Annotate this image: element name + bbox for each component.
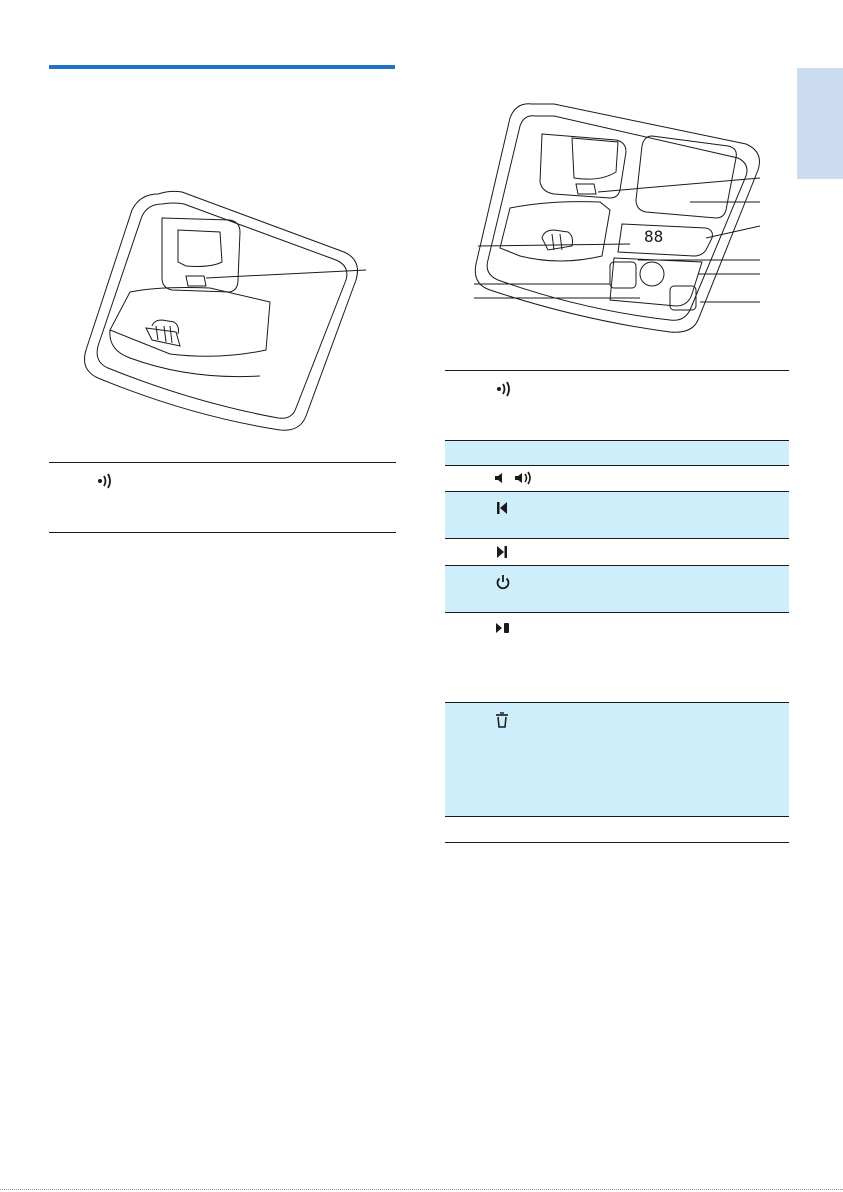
base-station-illustration	[470, 98, 770, 348]
base-row-power	[445, 566, 789, 612]
row-sep	[445, 565, 789, 566]
base-table-bottom-rule	[445, 842, 789, 843]
charger-illustration	[70, 180, 370, 440]
row-sep	[445, 702, 789, 703]
row-sep	[445, 491, 789, 492]
row-sep	[445, 465, 789, 466]
language-tab	[797, 68, 843, 179]
skip-forward-icon	[495, 544, 513, 560]
row-sep	[445, 816, 789, 817]
charger-table-bottom-rule	[49, 532, 396, 533]
base-row-skip-forward	[445, 539, 789, 565]
base-row-delete	[445, 703, 789, 816]
base-row-play-stop	[445, 613, 789, 702]
row-sep	[445, 612, 789, 613]
section-title-rule	[49, 65, 395, 69]
base-row-paging	[445, 371, 789, 440]
row-sep	[445, 538, 789, 539]
play-stop-icon	[495, 621, 513, 637]
paging-icon	[495, 381, 513, 397]
page-bottom-edge	[0, 1189, 843, 1190]
base-row-display	[445, 440, 789, 465]
power-icon	[495, 574, 513, 590]
svg-text:88: 88	[644, 227, 664, 246]
row-sep	[445, 440, 789, 441]
charger-table-top-rule	[49, 462, 396, 463]
base-row-volume	[445, 466, 789, 491]
base-row-skip-back	[445, 492, 789, 538]
volume-down-icon	[493, 471, 511, 487]
skip-back-icon	[495, 500, 513, 516]
delete-icon	[495, 712, 513, 728]
volume-up-icon	[513, 471, 533, 487]
charger-row-paging-icon	[96, 473, 114, 489]
base-row-last	[445, 817, 789, 842]
